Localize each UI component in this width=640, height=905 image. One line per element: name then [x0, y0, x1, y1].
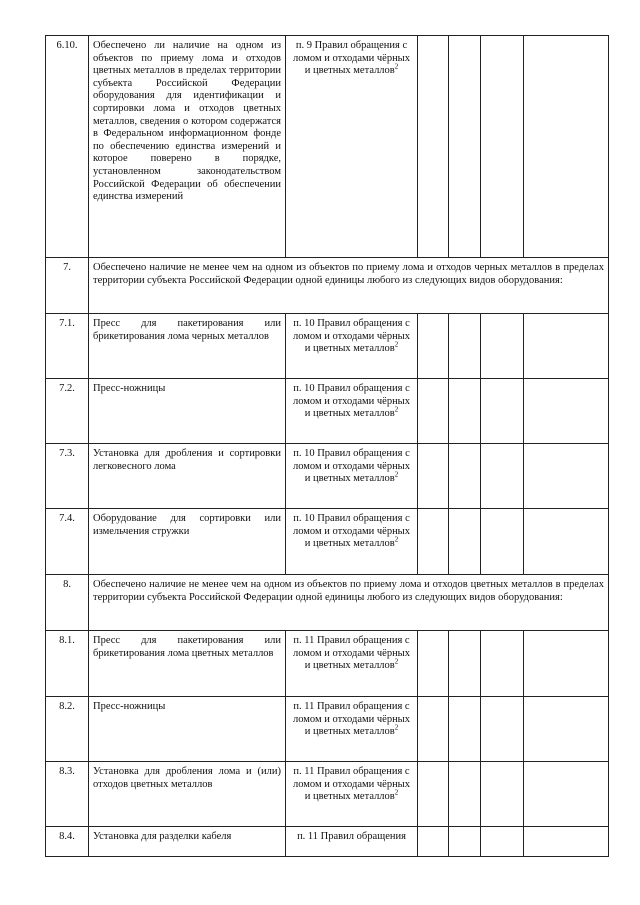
row-number: 8.4. [46, 827, 89, 857]
answer-cell[interactable] [481, 827, 524, 857]
legal-reference [286, 36, 418, 258]
legal-reference-text: п. 10 Правил обращения с ломом и отходами чёрных и цветных металлов [292, 448, 410, 485]
answer-cell[interactable] [524, 509, 609, 575]
answer-cell[interactable] [524, 444, 609, 509]
answer-cell[interactable] [481, 762, 524, 827]
row-number: 7.1. [46, 314, 89, 379]
legal-reference-text: п. 11 Правил обращения с ломом и отходами чёрных и цветных металлов [292, 701, 410, 738]
answer-cell[interactable] [418, 827, 449, 857]
requirement-text: Установка для дробления лома и (или) отходов цветных металлов [89, 762, 286, 827]
footnote-marker: 2 [394, 340, 399, 349]
answer-cell[interactable] [449, 631, 481, 697]
answer-cell[interactable] [418, 697, 449, 762]
answer-cell[interactable] [418, 36, 449, 258]
legal-reference [286, 444, 418, 509]
table-row [46, 36, 609, 258]
requirement-text: Пресс-ножницы [89, 379, 286, 444]
table-row [46, 379, 609, 444]
answer-cell[interactable] [449, 509, 481, 575]
answer-cell[interactable] [524, 631, 609, 697]
row-number: 8.2. [46, 697, 89, 762]
row-number: 7. [46, 258, 89, 314]
footnote-marker: 2 [394, 470, 399, 479]
legal-reference [286, 379, 418, 444]
legal-reference [286, 827, 418, 857]
table-row [46, 509, 609, 575]
table-row [46, 827, 609, 857]
legal-reference-text: п. 10 Правил обращения с ломом и отходами чёрных и цветных металлов [292, 513, 410, 550]
answer-cell[interactable] [481, 509, 524, 575]
section-requirement-text: Обеспечено наличие не менее чем на одном из объектов по приему лома и отходов черных металлов в пределах территории субъекта Российской Федерации одной единицы любого из следующих видов оборудования: [89, 258, 609, 314]
requirement-text: Обеспечено ли наличие на одном из объектов по приему лома и отходов цветных металлов в пределах территории субъекта Российской Федерации оборудования для идентификации и сортировки лома и отходов цветных металлов, сведения о котором содержатся в Федеральном информационном фонде по обеспечению единства измерений и которое поверено в порядке, установленном законодательством Российской Федерации об обеспечении единства измерений [89, 36, 286, 258]
section-row [46, 258, 609, 314]
answer-cell[interactable] [481, 36, 524, 258]
answer-cell[interactable] [524, 697, 609, 762]
row-number: 7.4. [46, 509, 89, 575]
footnote-marker: 2 [394, 535, 399, 544]
footnote-marker: 2 [394, 405, 399, 414]
legal-reference-text: п. 11 Правил обращения с ломом и отходами чёрных и цветных металлов [292, 766, 410, 803]
section-row [46, 575, 609, 631]
answer-cell[interactable] [418, 509, 449, 575]
table-body [46, 36, 609, 857]
legal-reference [286, 697, 418, 762]
legal-reference-text: п. 10 Правил обращения с ломом и отходами чёрных и цветных металлов [292, 318, 410, 355]
legal-reference [286, 762, 418, 827]
table-row [46, 444, 609, 509]
row-number: 6.10. [46, 36, 89, 258]
answer-cell[interactable] [449, 379, 481, 444]
requirement-text: Пресс для пакетирования или брикетирования лома черных металлов [89, 314, 286, 379]
answer-cell[interactable] [418, 314, 449, 379]
answer-cell[interactable] [449, 762, 481, 827]
row-number: 8. [46, 575, 89, 631]
table-row [46, 314, 609, 379]
footnote-marker: 2 [394, 788, 399, 797]
legal-reference-text: п. 9 Правил обращения с ломом и отходами чёрных и цветных металлов [292, 40, 410, 77]
requirement-text: Пресс-ножницы [89, 697, 286, 762]
legal-reference-text: п. 11 Правил обращения [297, 831, 406, 842]
requirement-text: Оборудование для сортировки или измельчения стружки [89, 509, 286, 575]
footnote-marker: 2 [394, 657, 399, 666]
legal-reference-text: п. 10 Правил обращения с ломом и отходами чёрных и цветных металлов [292, 383, 410, 420]
answer-cell[interactable] [481, 379, 524, 444]
answer-cell[interactable] [524, 36, 609, 258]
requirement-text: Установка для разделки кабеля [89, 827, 286, 857]
row-number: 8.1. [46, 631, 89, 697]
requirement-text: Пресс для пакетирования или брикетирования лома цветных металлов [89, 631, 286, 697]
answer-cell[interactable] [524, 762, 609, 827]
answer-cell[interactable] [418, 444, 449, 509]
answer-cell[interactable] [481, 697, 524, 762]
checklist-table [45, 35, 609, 857]
legal-reference-text: п. 11 Правил обращения с ломом и отходами чёрных и цветных металлов [292, 635, 410, 672]
answer-cell[interactable] [449, 697, 481, 762]
answer-cell[interactable] [418, 631, 449, 697]
answer-cell[interactable] [524, 379, 609, 444]
footnote-marker: 2 [394, 62, 399, 71]
footnote-marker: 2 [394, 723, 399, 732]
answer-cell[interactable] [481, 314, 524, 379]
requirement-text: Установка для дробления и сортировки легковесного лома [89, 444, 286, 509]
legal-reference [286, 314, 418, 379]
answer-cell[interactable] [449, 827, 481, 857]
answer-cell[interactable] [449, 444, 481, 509]
answer-cell[interactable] [418, 379, 449, 444]
row-number: 8.3. [46, 762, 89, 827]
answer-cell[interactable] [524, 827, 609, 857]
answer-cell[interactable] [449, 314, 481, 379]
answer-cell[interactable] [418, 762, 449, 827]
table-row [46, 762, 609, 827]
answer-cell[interactable] [524, 314, 609, 379]
legal-reference [286, 631, 418, 697]
row-number: 7.3. [46, 444, 89, 509]
section-requirement-text: Обеспечено наличие не менее чем на одном из объектов по приему лома и отходов цветных металлов в пределах территории субъекта Российской Федерации одной единицы любого из следующих видов оборудования: [89, 575, 609, 631]
answer-cell[interactable] [481, 444, 524, 509]
legal-reference [286, 509, 418, 575]
table-row [46, 697, 609, 762]
row-number: 7.2. [46, 379, 89, 444]
answer-cell[interactable] [481, 631, 524, 697]
table-row [46, 631, 609, 697]
answer-cell[interactable] [449, 36, 481, 258]
